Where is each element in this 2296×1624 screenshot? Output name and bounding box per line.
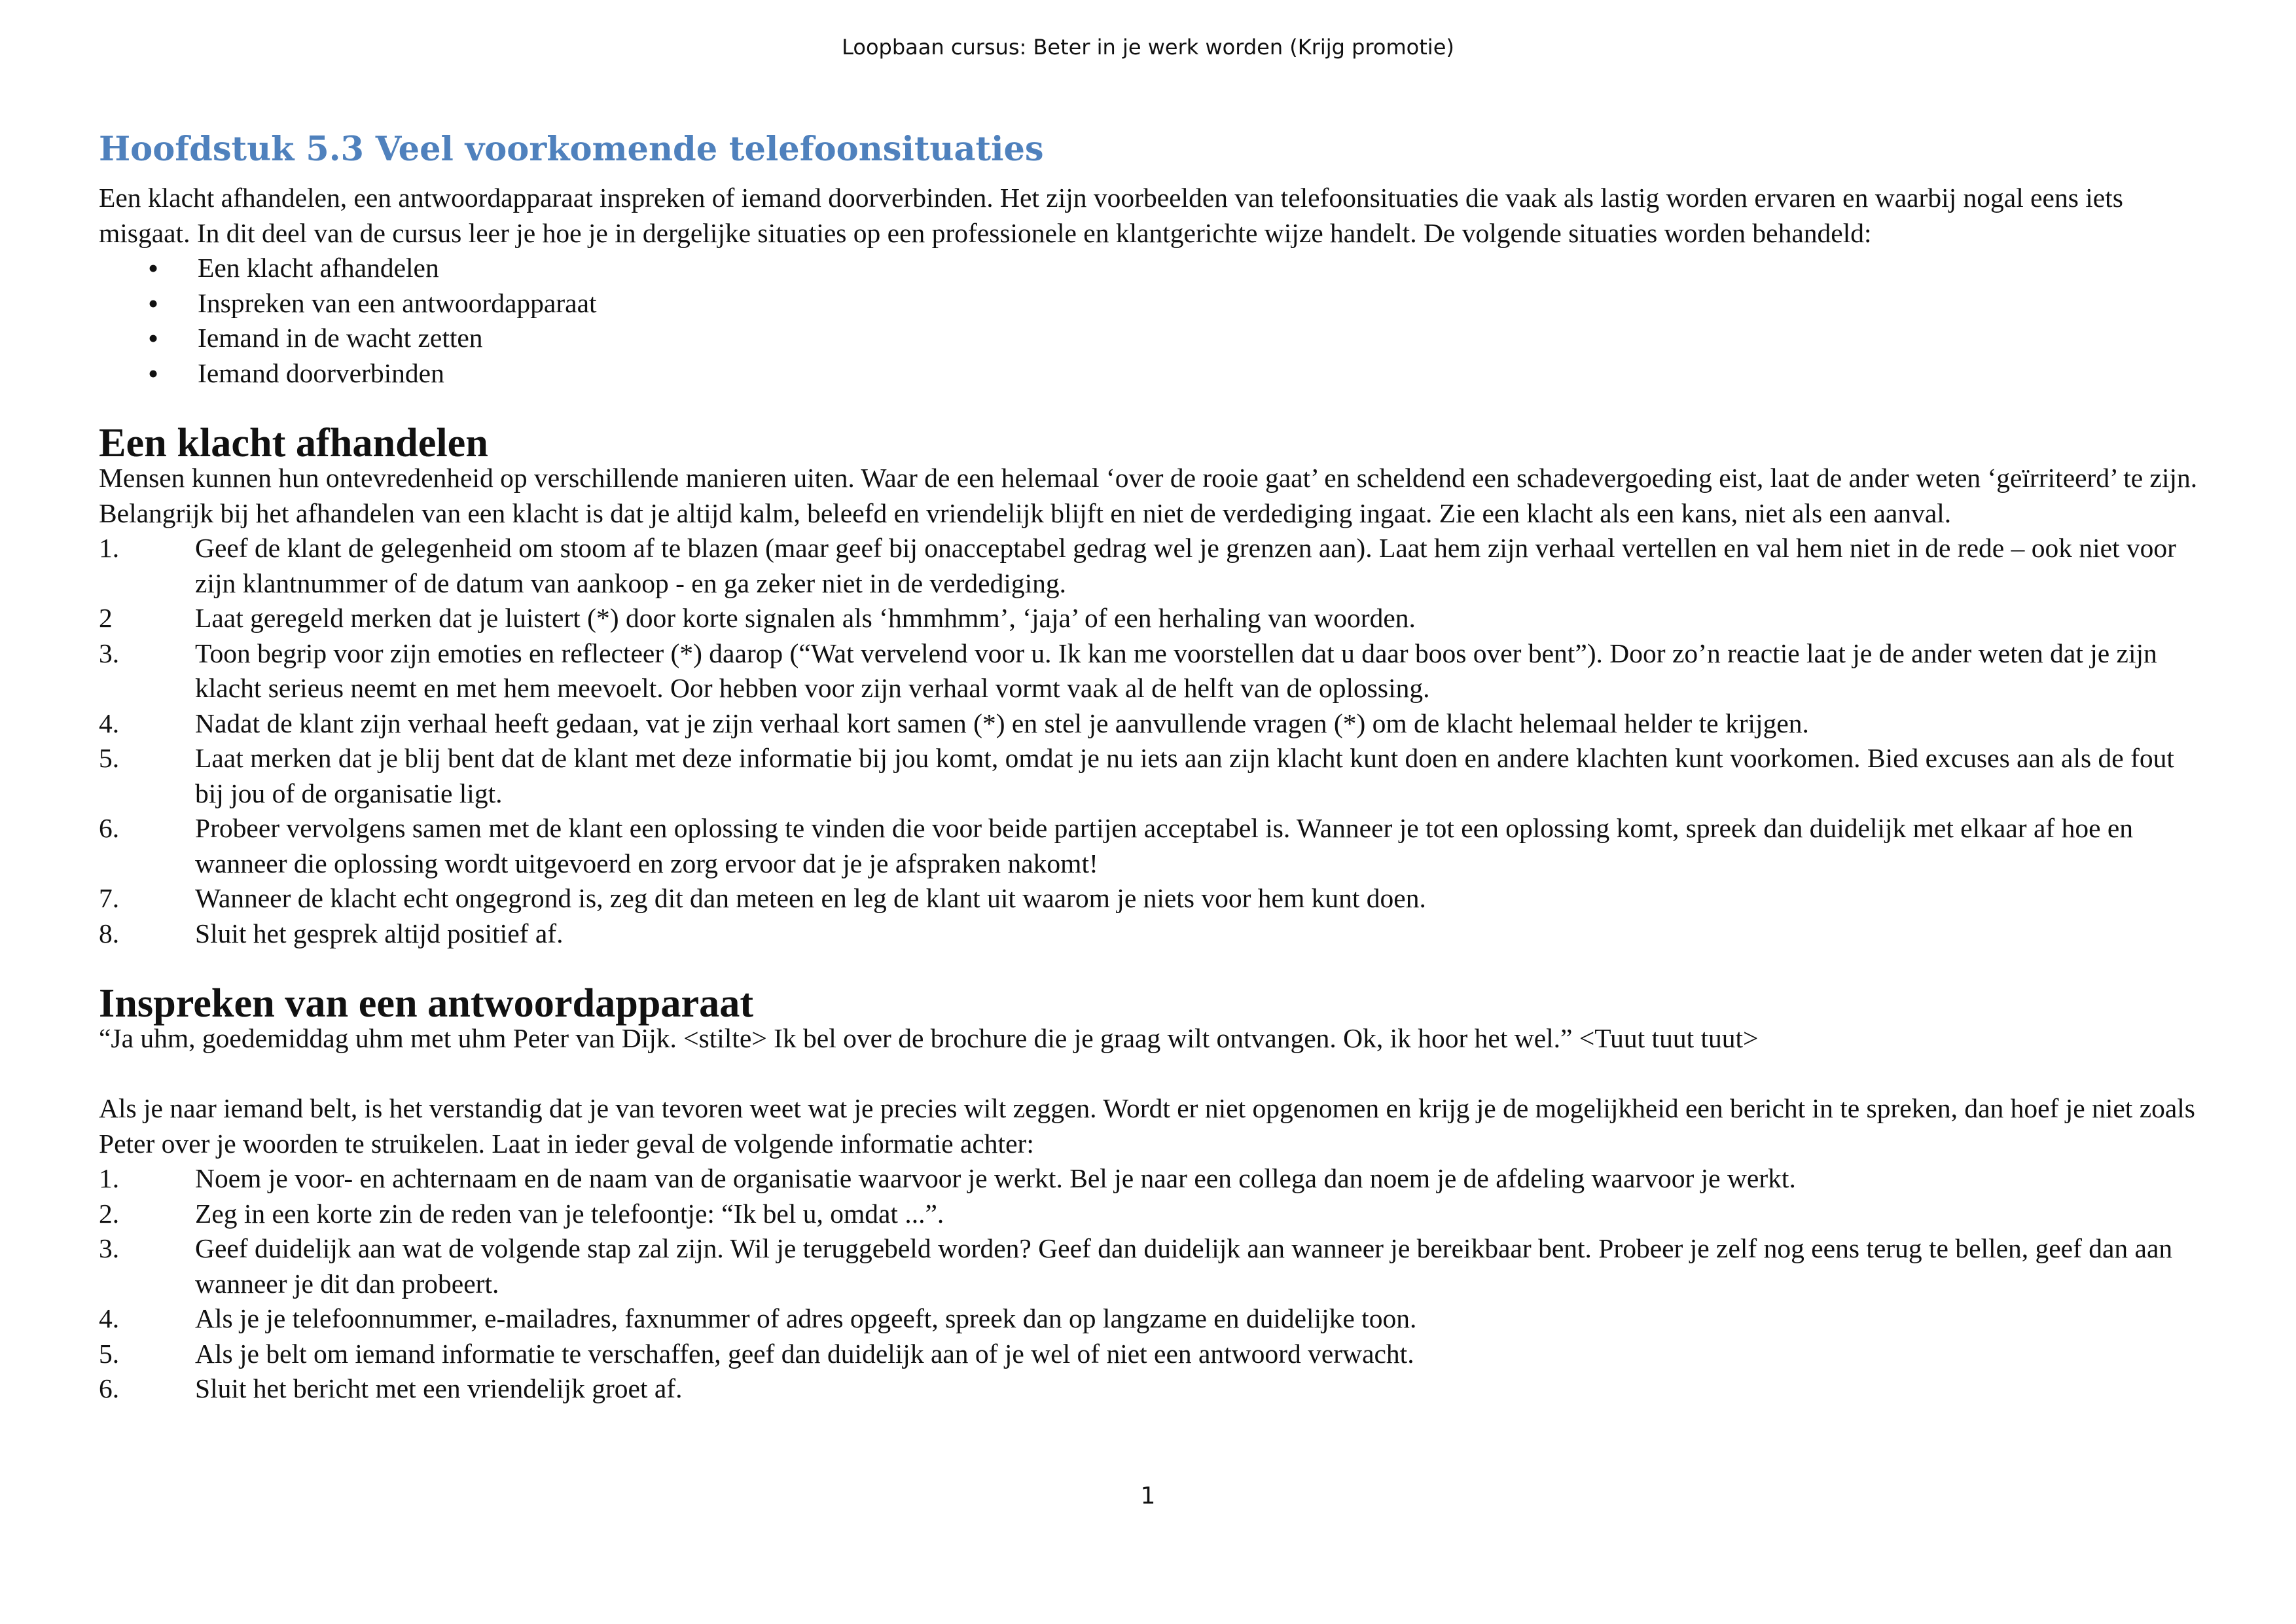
item-text: Geef duidelijk aan wat de volgende stap zal zijn. Wil je teruggebeld worden? Geef dan duidelijk aan wanneer je bereikbaar bent. Probeer je zelf nog eens terug te bellen, geef dan aan wanneer je dit dan probeert.	[195, 1233, 2173, 1299]
item-text: Zeg in een korte zin de reden van je telefoontje: “Ik bel u, omdat ...”.	[195, 1198, 944, 1229]
list-item	[99, 741, 2206, 811]
section-title-voicemail: Inspreken van een antwoordapparaat	[99, 981, 754, 1026]
complaint-steps	[99, 531, 2206, 951]
list-item	[99, 916, 2206, 952]
list-item	[99, 1301, 2206, 1337]
item-number: 5.	[99, 1338, 120, 1369]
section-title-complaint: Een klacht afhandelen	[99, 420, 488, 465]
item-number: 5.	[99, 743, 120, 773]
section-intro-voicemail: Als je naar iemand belt, is het verstandig dat je van tevoren weet wat je precies wilt zeggen. Wordt er niet opgenomen en krijg je de mogelijkheid een bericht in te spreken, dan hoef je niet zoals Peter over je woorden te struikelen. Laat in ieder geval de volgende informatie achter:	[99, 1093, 2195, 1159]
item-text: Geef de klant de gelegenheid om stoom af te blazen (maar geef bij onacceptabel gedrag wel je grenzen aan). Laat hem zijn verhaal vertellen en val hem niet in de rede – ook niet voor zijn klantnummer of de datum van aankoop - en ga zeker niet in de verdediging.	[195, 533, 2176, 598]
list-item	[99, 1231, 2206, 1301]
spacer	[99, 1056, 2206, 1092]
document-body	[99, 118, 2206, 1407]
item-number: 7.	[99, 883, 120, 913]
item-number: 2.	[99, 1198, 120, 1229]
item-text: Sluit het bericht met een vriendelijk groet af.	[195, 1373, 683, 1403]
list-item: • Iemand doorverbinden	[99, 356, 2206, 391]
item-text: Laat merken dat je blij bent dat de klant met deze informatie bij jou komt, omdat je nu iets aan zijn klacht kunt doen en andere klachten kunt voorkomen. Bied excuses aan als de fout bij jou of de organisatie ligt.	[195, 743, 2174, 808]
situations-list	[99, 251, 2206, 391]
list-item: • Iemand in de wacht zetten	[99, 321, 2206, 356]
item-text: Probeer vervolgens samen met de klant een oplossing te vinden die voor beide partijen acceptabel is. Wanneer je tot een oplossing komt, spreek dan duidelijk met elkaar af hoe en wanneer die oplossing wordt uitgevoerd en zorg ervoor dat je je afspraken nakomt!	[195, 813, 2134, 878]
item-number: 2	[99, 603, 113, 633]
item-text: Toon begrip voor zijn emoties en reflecteer (*) daarop (“Wat vervelend voor u. Ik kan me voorstellen dat u daar boos over bent”). Door zo’n reactie laat je de ander weten dat je zijn klacht serieus neemt en met hem meevoelt. Oor hebben voor zijn verhaal vormt vaak al de helft van de oplossing.	[195, 638, 2157, 703]
list-item	[99, 601, 2206, 636]
list-item	[99, 1161, 2206, 1197]
section-intro-complaint: Mensen kunnen hun ontevredenheid op verschillende manieren uiten. Waar de een helemaal ‘over de rooie gaat’ en scheldend een schadevergoeding eist, laat de ander weten ‘geïrriteerd’ te zijn. Belangrijk bij het afhandelen van een klacht is dat je altijd kalm, beleefd en vriendelijk blijft en niet de verdediging ingaat. Zie een klacht als een kans, niet als een aanval.	[99, 463, 2198, 528]
page-header: Loopbaan cursus: Beter in je werk worden (Krijg promotie)	[842, 35, 1454, 60]
list-item: • Inspreken van een antwoordapparaat	[99, 286, 2206, 321]
item-text: Wanneer de klacht echt ongegrond is, zeg dit dan meteen en leg de klant uit waarom je niets voor hem kunt doen.	[195, 883, 1426, 913]
item-number: 1.	[99, 1163, 120, 1193]
voicemail-steps	[99, 1161, 2206, 1407]
intro-paragraph: Een klacht afhandelen, een antwoordapparaat inspreken of iemand doorverbinden. Het zijn voorbeelden van telefoonsituaties die vaak als lastig worden ervaren en waarbij nogal eens iets misgaat. In dit deel van de cursus leer je hoe je in dergelijke situaties op een professionele en klantgerichte wijze handelt. De volgende situaties worden behandeld:	[99, 183, 2123, 248]
item-text: Sluit het gesprek altijd positief af.	[195, 918, 564, 948]
item-text: Als je je telefoonnummer, e-mailadres, faxnummer of adres opgeeft, spreek dan op langzame en duidelijke toon.	[195, 1303, 1417, 1333]
item-number: 6.	[99, 813, 120, 843]
item-number: 3.	[99, 638, 120, 668]
item-text: Laat geregeld merken dat je luistert (*) door korte signalen als ‘hmmhmm’, ‘jaja’ of een herhaling van woorden.	[195, 603, 1416, 633]
item-number: 6.	[99, 1373, 120, 1403]
list-item	[99, 636, 2206, 706]
list-item	[99, 706, 2206, 742]
item-text: Noem je voor- en achternaam en de naam van de organisatie waarvoor je werkt. Bel je naar een collega dan noem je de afdeling waarvoor je werkt.	[195, 1163, 1796, 1193]
item-text: Nadat de klant zijn verhaal heeft gedaan, vat je zijn verhaal kort samen (*) en stel je aanvullende vragen (*) om de klacht helemaal helder te krijgen.	[195, 708, 1809, 738]
list-item	[99, 1337, 2206, 1372]
item-number: 8.	[99, 918, 120, 948]
list-item	[99, 1371, 2206, 1407]
item-number: 1.	[99, 533, 120, 563]
page-number: 1	[1140, 1483, 1156, 1509]
item-number: 4.	[99, 1303, 120, 1333]
item-number: 3.	[99, 1233, 120, 1263]
list-item	[99, 881, 2206, 916]
item-number: 4.	[99, 708, 120, 738]
item-text: Als je belt om iemand informatie te verschaffen, geef dan duidelijk aan of je wel of niet een antwoord verwacht.	[195, 1338, 1414, 1369]
list-item: • Een klacht afhandelen	[99, 251, 2206, 286]
list-item	[99, 1197, 2206, 1232]
voicemail-quote: “Ja uhm, goedemiddag uhm met uhm Peter van Dijk. <stilte> Ik bel over de brochure die je graag wilt ontvangen. Ok, ik hoor het wel.” <Tuut tuut tuut>	[99, 1023, 1759, 1053]
list-item	[99, 531, 2206, 601]
list-item	[99, 811, 2206, 881]
chapter-title: Hoofdstuk 5.3 Veel voorkomende telefoonsituaties	[99, 130, 1044, 169]
